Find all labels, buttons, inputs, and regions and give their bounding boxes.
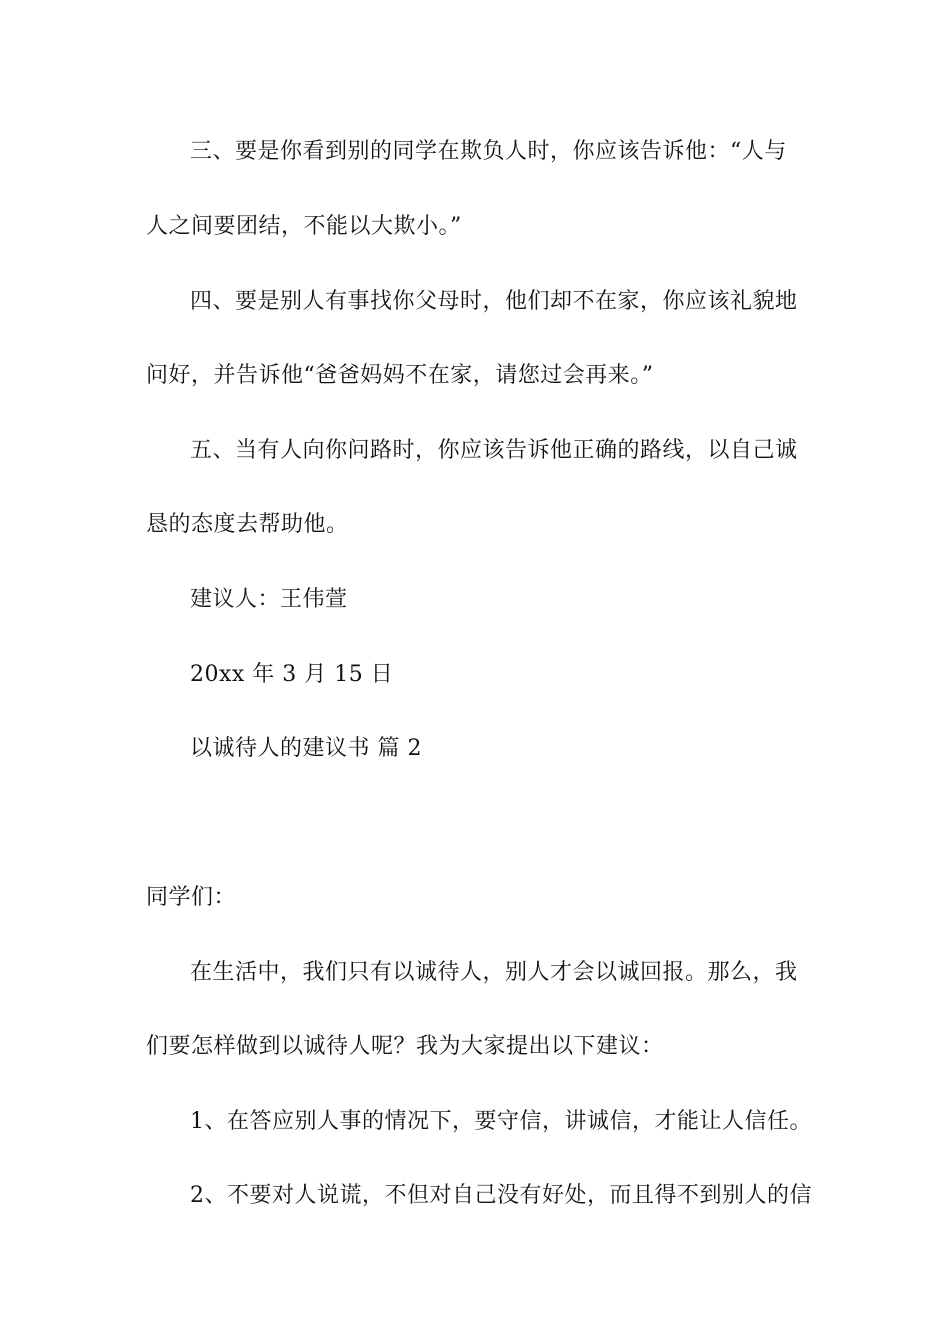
suggestion-1: 1、在答应别人事的情况下，要守信，讲诚信，才能让人信任。 [190,1109,812,1134]
paragraph-4-line-1: 四、要是别人有事找你父母时，他们却不在家，你应该礼貌地 [190,289,798,314]
paragraph-5-line-2: 恳的态度去帮助他。 [146,512,349,537]
paragraph-3-line-2: 人之间要团结，不能以大欺小。” [146,214,462,239]
paragraph-5-line-1: 五、当有人向你问路时，你应该告诉他正确的路线，以自己诚 [190,438,798,463]
document-date: 20xx 年 3 月 15 日 [190,662,394,687]
paragraph-4-line-2: 问好，并告诉他“爸爸妈妈不在家，请您过会再来。” [146,363,654,388]
salutation: 同学们： [146,885,237,910]
intro-paragraph-line-1: 在生活中，我们只有以诚待人，别人才会以诚回报。那么，我 [190,960,798,985]
intro-paragraph-line-2: 们要怎样做到以诚待人呢？我为大家提出以下建议： [146,1034,664,1059]
suggestion-2-line-1: 2、不要对人说谎，不但对自己没有好处，而且得不到别人的信 [190,1183,812,1208]
paragraph-3-line-1: 三、要是你看到别的同学在欺负人时，你应该告诉他：“人与 [190,139,787,164]
proposer-signature: 建议人：王伟萱 [190,587,348,612]
section-heading: 以诚待人的建议书 篇 2 [190,736,422,761]
